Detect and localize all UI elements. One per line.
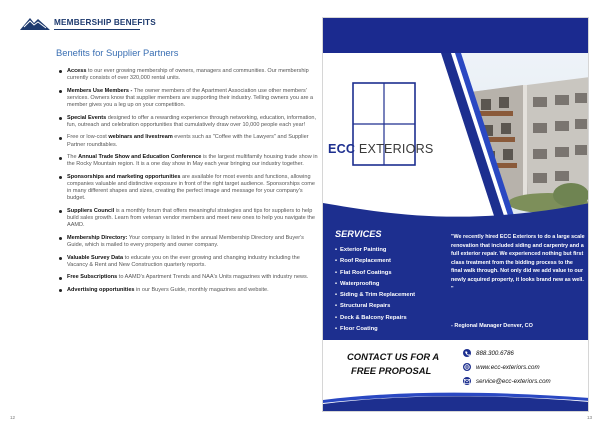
benefit-title: Valuable Survey Data bbox=[67, 254, 124, 261]
service-item: • Flat Roof Coatings bbox=[335, 268, 415, 279]
bottom-wave-decoration bbox=[323, 392, 589, 412]
building-illustration bbox=[323, 53, 589, 225]
website-link: www.ecc-exteriors.com bbox=[476, 363, 540, 371]
service-item: • Deck & Balcony Repairs bbox=[335, 313, 415, 324]
mountain-logo-icon bbox=[20, 15, 50, 31]
website-row[interactable] bbox=[463, 363, 540, 371]
benefit-description: events such as "Coffee with the Lawyers" and Supplier Partner roundtables. bbox=[67, 134, 309, 148]
email-row[interactable] bbox=[463, 377, 551, 385]
testimonial-author: - Regional Manager Denver, CO bbox=[451, 323, 533, 329]
brand-light: EXTERIORS bbox=[355, 142, 434, 156]
section-heading: Benefits for Supplier Partners bbox=[56, 47, 179, 58]
phone-icon bbox=[463, 349, 471, 357]
testimonial-quote: "We recently hired ECC Exteriors to do a large scale renovation that included siding and carpentry and a full exterior repair. We experienced nothing but first class treatment from the bidding process to the final walk through. Not only did we add value to our newly acquired property, it looks brand new as well. " bbox=[451, 234, 585, 292]
page-number-left: 12 bbox=[10, 415, 16, 420]
benefit-description: The owner members of the Apartment Association use other members' services. Owners know that supplier members are supporting their industry. Telling owners you are a member gives you a leg up on your competition. bbox=[67, 87, 314, 108]
services-list bbox=[335, 245, 415, 335]
benefit-title: Special Events bbox=[67, 114, 107, 121]
service-item: • Roof Replacement bbox=[335, 256, 415, 267]
hero-image bbox=[323, 53, 589, 225]
benefit-item bbox=[58, 255, 320, 269]
benefit-item bbox=[58, 115, 320, 129]
email-icon bbox=[463, 377, 471, 385]
benefit-item bbox=[58, 68, 320, 82]
benefit-description: to our ever growing membership of owners, managers and communities. Our membership currently consists of over 320,000 rental units. bbox=[67, 68, 309, 82]
page-number-right: 13 bbox=[587, 415, 593, 420]
cta-line-2: FREE PROPOSAL bbox=[351, 365, 432, 377]
benefit-item bbox=[58, 287, 320, 294]
benefit-description: to AAMD's Apartment Trends and NAA's Units magazines with industry news. bbox=[117, 274, 309, 281]
benefit-description: Your company is listed in the annual Membership Directory and Buyer's Guide, which is mailed to every property and owner company. bbox=[67, 234, 304, 248]
benefit-item bbox=[58, 134, 320, 148]
cta-text bbox=[347, 350, 439, 379]
page-header bbox=[20, 14, 156, 32]
services-title: SERVICES bbox=[335, 229, 382, 239]
benefit-item bbox=[58, 208, 320, 229]
benefit-title: Free Subscriptions bbox=[67, 274, 118, 281]
benefit-description: is a monthly forum that offers meaningful strategies and tips for suppliers to help build sales growth. Learn from veteran vendor members and meet new ones to help you navigate the AAMD. bbox=[67, 207, 315, 229]
benefit-item bbox=[58, 274, 320, 281]
benefit-title: Membership Directory: bbox=[67, 234, 128, 241]
benefit-prefix: Free or low-cost bbox=[67, 134, 109, 141]
service-item: • Structural Repairs bbox=[335, 301, 415, 312]
phone-row[interactable] bbox=[463, 349, 514, 357]
contact-section bbox=[323, 340, 589, 412]
phone-number: 888.300.6786 bbox=[476, 349, 514, 357]
globe-icon bbox=[463, 363, 471, 371]
flyer-top-band bbox=[323, 18, 589, 53]
service-item: • Waterproofing bbox=[335, 279, 415, 290]
services-panel bbox=[323, 225, 589, 340]
benefit-item bbox=[58, 174, 320, 202]
brand-bold: ECC bbox=[328, 142, 356, 156]
benefit-item bbox=[58, 88, 320, 109]
service-item: • Floor Coating bbox=[335, 324, 415, 335]
brand-logo-text bbox=[328, 142, 433, 156]
ecc-exteriors-ad bbox=[322, 17, 589, 412]
benefit-title: webinars and livestream bbox=[108, 134, 173, 141]
benefit-title: Members Use Members - bbox=[67, 87, 133, 94]
benefit-title: Advertising opportunities bbox=[67, 287, 135, 294]
cta-line-1: CONTACT US FOR A bbox=[347, 351, 440, 362]
benefit-title: Suppliers Council bbox=[67, 207, 115, 214]
benefit-description: are available for most events and functions, allowing companies valuable and distinctive exposure in front of the right target audience. Sponsorships come in many different shapes and sizes, creating the perfect image and message for your company's budget. bbox=[67, 174, 315, 202]
service-item: • Siding & Trim Replacement bbox=[335, 290, 415, 301]
benefit-prefix: The bbox=[67, 154, 79, 161]
benefit-description: designed to offer a rewarding experience through networking, education, information, fun, outreach and celebration opportunities that cumulatively draw over 10,000 people each year! bbox=[67, 114, 317, 128]
service-item: • Exterior Painting bbox=[335, 245, 415, 256]
benefit-description: to educate you on the ever growing and changing industry including the Vacancy & Rent and New Construction quarterly reports. bbox=[67, 254, 300, 268]
email-link: service@ecc-exteriors.com bbox=[476, 377, 551, 385]
benefit-description: in our Buyers Guide, monthly magazines and website. bbox=[134, 287, 269, 294]
benefit-title: Access bbox=[67, 68, 87, 74]
benefits-list bbox=[58, 68, 320, 300]
benefit-item bbox=[58, 154, 320, 168]
benefit-item bbox=[58, 235, 320, 249]
benefit-title: Sponsorships and marketing opportunities bbox=[67, 174, 181, 180]
header-divider bbox=[54, 29, 140, 30]
header-title: MEMBERSHIP BENEFITS bbox=[54, 18, 156, 27]
benefit-description: is the largest multifamily housing trade show in the Rocky Mountain region. It is a one day show in May each year bringing our industry together. bbox=[67, 154, 318, 168]
benefit-title: Annual Trade Show and Education Conference bbox=[78, 154, 202, 161]
